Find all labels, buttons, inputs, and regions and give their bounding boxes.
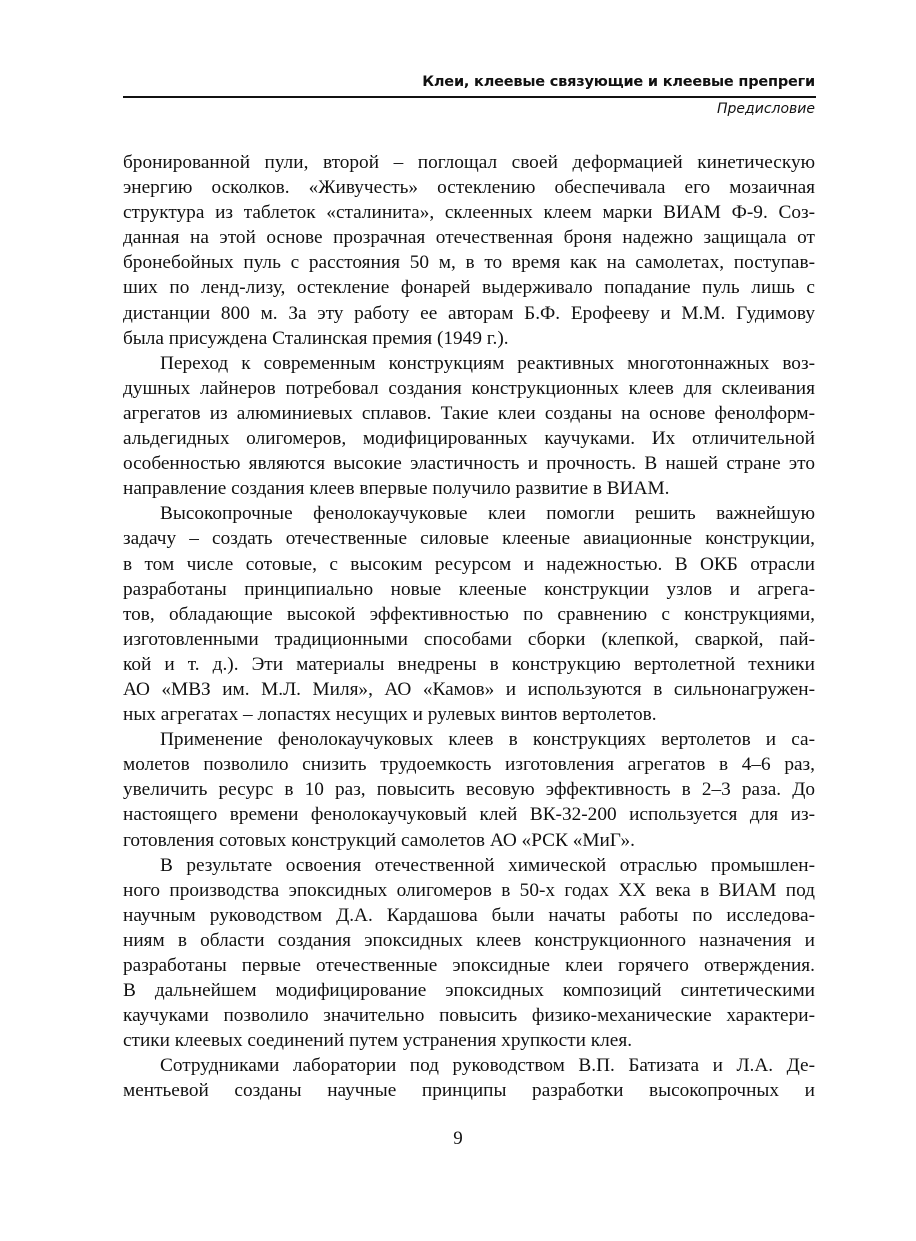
text-line: В дальнейшем модифицирование эпоксидных композиций синтетическими [123, 980, 815, 1002]
text-line: молетов позволило снизить трудоемкость изготовления агрегатов в 4–6 раз, [123, 754, 815, 776]
text-line: ментьевой созданы научные принципы разработки высокопрочных и [123, 1080, 815, 1102]
text-line: энергию осколков. «Живучесть» остеклению обеспечивала его мозаичная [123, 177, 815, 199]
text-line: Переход к современным конструкциям реактивных многотоннажных воз- [160, 352, 815, 374]
text-line: Высокопрочные фенолокаучуковые клеи помогли решить важнейшую [160, 503, 815, 525]
text-line: данная на этой основе прозрачная отечественная броня надежно защищала от [123, 227, 815, 249]
text-line: дистанции 800 м. За эту работу ее авторам Б.Ф. Ерофееву и М.М. Гудимову [123, 302, 815, 324]
paragraph [123, 1053, 815, 1103]
text-line: тов, обладающие высокой эффективностью по сравнению с конструкциями, [123, 603, 815, 625]
text-line: кой и т. д.). Эти материалы внедрены в конструкцию вертолетной техники [123, 653, 815, 675]
text-line: АО «МВЗ им. М.Л. Миля», АО «Камов» и используются в сильнонагружен- [123, 678, 815, 700]
section-title: Предисловие [717, 101, 815, 117]
text-line: В результате освоения отечественной химической отраслью промышлен- [160, 854, 815, 876]
text-line: бронебойных пуль с расстояния 50 м, в то время как на самолетах, поступав- [123, 252, 815, 274]
text-line: научным руководством Д.А. Кардашова были начаты работы по исследова- [123, 904, 815, 926]
text-line: изготовленными традиционными способами сборки (клепкой, сваркой, пай- [123, 628, 815, 650]
text-line: в том числе сотовые, с высоким ресурсом и надежностью. В ОКБ отрасли [123, 553, 815, 575]
text-line: разработаны первые отечественные эпоксидные клеи горячего отверждения. [123, 955, 815, 976]
header-rule [123, 96, 816, 98]
text-line: готовления сотовых конструкций самолетов АО «РСК «МиГ». [123, 829, 635, 851]
text-line: ного производства эпоксидных олигомеров в 50-х годах XX века в ВИАМ под [123, 879, 815, 901]
text-line: альдегидных олигомеров, модифицированных каучуками. Их отличительной [123, 428, 815, 450]
text-line: Сотрудниками лаборатории под руководством В.П. Батизата и Л.А. Де- [160, 1055, 815, 1077]
body-text [123, 150, 815, 1104]
text-line: бронированной пули, второй – поглощал своей деформацией кинетическую [123, 152, 815, 173]
paragraph [123, 727, 815, 852]
text-line: была присуждена Сталинская премия (1949 г.). [123, 327, 509, 349]
text-line: стики клеевых соединений путем устранения хрупкости клея. [123, 1030, 633, 1052]
text-line: особенностью являются высокие эластичность и прочность. В нашей стране это [123, 453, 815, 475]
paragraph [123, 501, 815, 727]
paragraph [123, 853, 815, 1054]
text-line: структура из таблеток «сталинита», склеенных клеем марки ВИАМ Ф-9. Соз- [123, 202, 815, 224]
text-line: направление создания клеев впервые получило развитие в ВИАМ. [123, 478, 670, 500]
running-title: Клеи, клеевые связующие и клеевые препреги [422, 74, 815, 90]
text-line: увеличить ресурс в 10 раз, повысить весовую эффективность в 2–3 раза. До [123, 779, 815, 801]
text-line: ных агрегатах – лопастях несущих и рулевых винтов вертолетов. [123, 704, 657, 726]
text-line: агрегатов из алюминиевых сплавов. Такие клеи созданы на основе фенолформ- [123, 402, 815, 424]
text-line: задачу – создать отечественные силовые клееные авиационные конструкции, [123, 528, 815, 550]
page-number: 9 [453, 1128, 463, 1149]
paragraph [123, 150, 815, 351]
paragraph [123, 351, 815, 502]
text-line: ших по ленд-лизу, остекление фонарей выдерживало попадание пуль лишь с [123, 277, 815, 299]
text-line: душных лайнеров потребовал создания конструкционных клеев для склеивания [123, 377, 815, 399]
text-line: каучуками позволило значительно повысить физико-механические характери- [123, 1005, 815, 1027]
text-line: разработаны принципиально новые клееные конструкции узлов и агрега- [123, 578, 815, 600]
text-line: настоящего времени фенолокаучуковый клей ВК-32-200 используется для из- [123, 804, 815, 826]
text-line: Применение фенолокаучуковых клеев в конструкциях вертолетов и са- [160, 729, 815, 751]
text-line: ниям в области создания эпоксидных клеев конструкционного назначения и [123, 929, 815, 951]
